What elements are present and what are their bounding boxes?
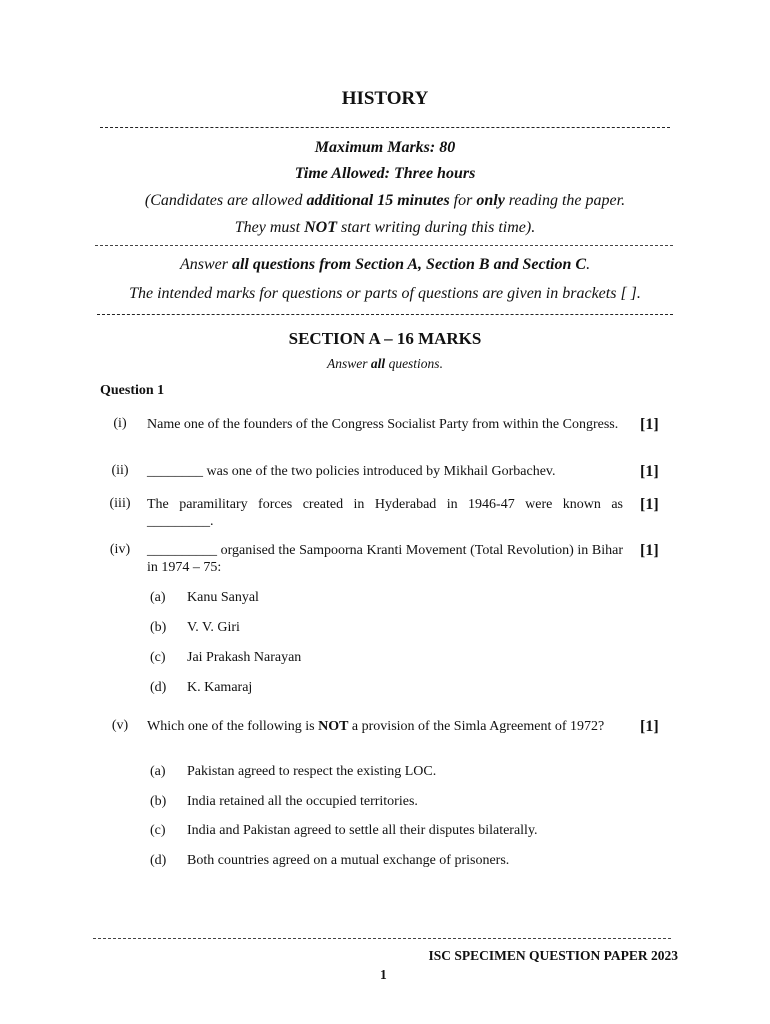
part-marks: [1] (640, 463, 659, 480)
option-label: (d) (150, 853, 167, 868)
part-text: Name one of the founders of the Congress Socialist Party from within the Congress. (147, 417, 619, 432)
instruction-text: . (586, 256, 591, 273)
instructions-divider-bottom (97, 314, 673, 315)
section-subtitle-text: Answer (327, 356, 371, 371)
part-number: (iii) (109, 496, 131, 511)
section-title: SECTION A – 16 MARKS (288, 329, 482, 348)
option-label: (b) (150, 620, 167, 635)
instructions-divider-top (95, 245, 673, 246)
part-number: (ii) (111, 463, 129, 478)
option-label: (a) (150, 764, 166, 779)
option-text: India retained all the occupied territories. (187, 794, 418, 809)
note-text: reading the paper. (504, 192, 626, 209)
note-text: They must (234, 219, 305, 236)
part-text: ________ was one of the two policies introduced by Mikhail Gorbachev. (147, 464, 556, 479)
option-label: (b) (150, 794, 167, 809)
note-emphasis: only (476, 192, 505, 209)
option-text: Jai Prakash Narayan (187, 650, 302, 665)
footer-divider (93, 938, 671, 939)
note-emphasis: additional 15 minutes (306, 192, 450, 209)
note-emphasis: NOT (304, 219, 337, 236)
option-text: Both countries agreed on a mutual exchange of prisoners. (187, 853, 510, 868)
option-label: (d) (150, 680, 167, 695)
instruction-text: Answer (179, 256, 232, 273)
option-text: India and Pakistan agreed to settle all their disputes bilaterally. (187, 823, 538, 838)
part-marks: [1] (640, 542, 659, 559)
part-text (147, 718, 623, 735)
reading-time-note-line-1 (0, 192, 770, 210)
section-subtitle-text: questions. (385, 356, 443, 371)
section-subtitle (0, 356, 770, 372)
option-text: Kanu Sanyal (187, 590, 259, 605)
part-marks: [1] (640, 416, 659, 433)
part-marks: [1] (640, 496, 659, 513)
part-text-segment: a provision of the Simla Agreement of 1972? (348, 719, 605, 734)
instruction-emphasis: all questions from Section A, Section B and Section C (231, 256, 587, 273)
note-text: for (449, 192, 477, 209)
reading-time-note-line-2 (0, 219, 770, 237)
option-label: (c) (150, 650, 166, 665)
header-divider (100, 127, 670, 128)
time-allowed: Time Allowed: Three hours (294, 165, 476, 182)
part-marks: [1] (640, 718, 659, 735)
part-number: (v) (111, 718, 129, 733)
part-number: (iv) (109, 542, 131, 557)
part-text-emphasis: NOT (318, 719, 349, 734)
page-number: 1 (380, 967, 387, 982)
section-subtitle-emphasis: all (370, 356, 386, 371)
instruction-sections (0, 256, 770, 274)
paper-title: HISTORY (341, 88, 429, 109)
option-label: (a) (150, 590, 166, 605)
option-label: (c) (150, 823, 166, 838)
note-text: (Candidates are allowed (144, 192, 307, 209)
option-text: V. V. Giri (187, 620, 240, 635)
option-text: K. Kamaraj (187, 680, 253, 695)
footer-label: ISC SPECIMEN QUESTION PAPER 2023 (428, 948, 678, 963)
question-heading: Question 1 (100, 383, 165, 398)
option-text: Pakistan agreed to respect the existing LOC. (187, 764, 437, 779)
part-text: The paramilitary forces created in Hyderabad in 1946-47 were known as _________. (147, 497, 623, 529)
part-text: __________ organised the Sampoorna Kranti Movement (Total Revolution) in Bihar in 1974 – 75: (147, 543, 623, 575)
instruction-marks: The intended marks for questions or parts of questions are given in brackets [ ]. (129, 285, 641, 302)
note-text: start writing during this time). (336, 219, 536, 236)
part-number: (i) (113, 416, 127, 431)
part-text-segment: Which one of the following is (147, 719, 319, 734)
max-marks: Maximum Marks: 80 (314, 139, 456, 156)
